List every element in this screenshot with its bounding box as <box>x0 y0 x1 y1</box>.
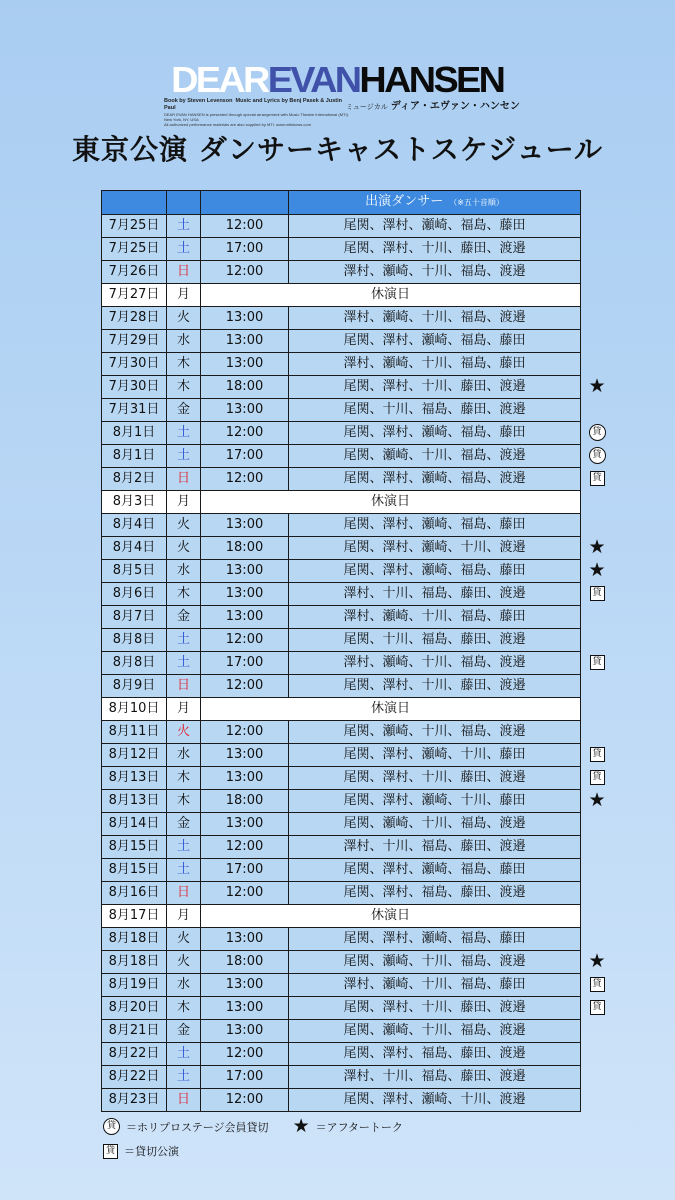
weekday-cell: 木 <box>167 767 201 790</box>
cast-cell: 尾関、澤村、瀬崎、十川、藤田 <box>289 744 581 767</box>
row-mark <box>585 582 609 605</box>
date-cell: 8月11日 <box>102 721 167 744</box>
table-row <box>102 997 581 1020</box>
row-mark <box>585 651 609 674</box>
row-mark <box>585 789 609 812</box>
row-mark <box>585 375 609 398</box>
row-mark <box>585 973 609 996</box>
date-cell: 8月4日 <box>102 537 167 560</box>
time-cell: 13:00 <box>201 744 289 767</box>
cast-cell: 尾関、十川、福島、藤田、渡邉 <box>289 399 581 422</box>
cast-cell: 澤村、瀬崎、十川、福島、藤田 <box>289 353 581 376</box>
weekday-cell: 土 <box>167 652 201 675</box>
header-cast-note: （※五十音順） <box>449 198 504 207</box>
row-mark <box>585 766 609 789</box>
date-cell: 7月30日 <box>102 376 167 399</box>
charter-icon: 貸 <box>590 586 605 601</box>
time-cell: 18:00 <box>201 537 289 560</box>
time-cell: 13:00 <box>201 583 289 606</box>
date-cell: 8月9日 <box>102 675 167 698</box>
charter-icon: 貸 <box>590 770 605 785</box>
cast-cell: 尾関、澤村、瀬崎、十川、藤田 <box>289 790 581 813</box>
table-row <box>102 974 581 997</box>
time-cell: 18:00 <box>201 951 289 974</box>
cast-cell: 尾関、澤村、十川、藤田、渡邉 <box>289 238 581 261</box>
time-cell: 12:00 <box>201 215 289 238</box>
weekday-cell: 金 <box>167 399 201 422</box>
credits-book: Book by Steven Levenson <box>164 98 233 104</box>
table-row <box>102 882 581 905</box>
date-cell: 7月31日 <box>102 399 167 422</box>
cast-cell: 尾関、澤村、瀬崎、福島、藤田 <box>289 330 581 353</box>
time-cell: 12:00 <box>201 675 289 698</box>
header-date-cell <box>102 191 167 215</box>
weekday-cell: 木 <box>167 353 201 376</box>
weekday-cell: 月 <box>167 284 201 307</box>
table-row <box>102 261 581 284</box>
date-cell: 8月13日 <box>102 767 167 790</box>
day-off-cell: 休演日 <box>201 905 581 928</box>
cast-cell: 尾関、瀬崎、十川、福島、渡邉 <box>289 721 581 744</box>
date-cell: 8月17日 <box>102 905 167 928</box>
cast-cell: 澤村、十川、福島、藤田、渡邉 <box>289 1066 581 1089</box>
table-row <box>102 767 581 790</box>
time-cell: 12:00 <box>201 629 289 652</box>
row-mark <box>585 467 609 490</box>
table-row <box>102 537 581 560</box>
date-cell: 8月1日 <box>102 422 167 445</box>
date-cell: 8月22日 <box>102 1043 167 1066</box>
cast-cell: 尾関、瀬崎、十川、福島、渡邉 <box>289 813 581 836</box>
table-row <box>102 721 581 744</box>
cast-cell: 尾関、瀬崎、十川、福島、渡邉 <box>289 1020 581 1043</box>
header-time-cell <box>201 191 289 215</box>
charter-icon: 貸 <box>590 977 605 992</box>
time-cell: 13:00 <box>201 330 289 353</box>
time-cell: 13:00 <box>201 399 289 422</box>
table-row <box>102 928 581 951</box>
credits-fine-2: All authorized performance materials are also supplied by MTI. www.mtishows.com <box>164 122 311 127</box>
table-row <box>102 1089 581 1112</box>
table-row <box>102 468 581 491</box>
weekday-cell: 金 <box>167 813 201 836</box>
after-talk-star-icon: ★ <box>588 559 606 581</box>
weekday-cell: 火 <box>167 514 201 537</box>
weekday-cell: 日 <box>167 1089 201 1112</box>
date-cell: 8月20日 <box>102 997 167 1020</box>
weekday-cell: 木 <box>167 790 201 813</box>
date-cell: 8月1日 <box>102 445 167 468</box>
time-cell: 18:00 <box>201 790 289 813</box>
charter-icon: 貸 <box>590 1000 605 1015</box>
weekday-cell: 火 <box>167 307 201 330</box>
date-cell: 8月16日 <box>102 882 167 905</box>
table-row <box>102 790 581 813</box>
date-cell: 8月19日 <box>102 974 167 997</box>
cast-cell: 澤村、瀬崎、十川、福島、渡邉 <box>289 307 581 330</box>
table-row <box>102 1020 581 1043</box>
table-row <box>102 560 581 583</box>
weekday-cell: 木 <box>167 583 201 606</box>
cast-cell: 尾関、瀬崎、十川、福島、渡邉 <box>289 951 581 974</box>
time-cell: 17:00 <box>201 445 289 468</box>
charter-icon: 貸 <box>103 1144 118 1159</box>
date-cell: 8月5日 <box>102 560 167 583</box>
show-credits <box>164 98 354 127</box>
weekday-cell: 水 <box>167 330 201 353</box>
date-cell: 8月18日 <box>102 928 167 951</box>
header-cast-cell <box>289 191 581 215</box>
weekday-cell: 土 <box>167 629 201 652</box>
table-row <box>102 307 581 330</box>
legend-row-2 <box>103 1143 179 1159</box>
table-row <box>102 1066 581 1089</box>
table-row <box>102 445 581 468</box>
cast-cell: 澤村、瀬崎、十川、福島、藤田 <box>289 974 581 997</box>
date-cell: 7月25日 <box>102 215 167 238</box>
time-cell: 13:00 <box>201 974 289 997</box>
time-cell: 13:00 <box>201 560 289 583</box>
schedule-table <box>101 190 581 1112</box>
subtitle-main: ディア・エヴァン・ハンセン <box>390 101 520 112</box>
day-off-cell: 休演日 <box>201 491 581 514</box>
cast-cell: 尾関、澤村、瀬崎、福島、藤田 <box>289 859 581 882</box>
cast-cell: 澤村、瀬崎、十川、福島、渡邉 <box>289 652 581 675</box>
legend-charter: ＝貸切公演 <box>124 1145 179 1158</box>
show-subtitle <box>346 97 520 112</box>
table-row <box>102 606 581 629</box>
date-cell: 8月18日 <box>102 951 167 974</box>
date-cell: 8月21日 <box>102 1020 167 1043</box>
row-mark <box>585 421 609 444</box>
table-row <box>102 652 581 675</box>
time-cell: 18:00 <box>201 376 289 399</box>
date-cell: 7月26日 <box>102 261 167 284</box>
after-talk-star-icon: ★ <box>588 950 606 972</box>
date-cell: 7月30日 <box>102 353 167 376</box>
after-talk-star-icon: ★ <box>588 375 606 397</box>
time-cell: 12:00 <box>201 422 289 445</box>
header-cast-label: 出演ダンサー <box>365 194 444 209</box>
date-cell: 8月13日 <box>102 790 167 813</box>
date-cell: 8月12日 <box>102 744 167 767</box>
cast-cell: 尾関、澤村、十川、藤田、渡邉 <box>289 376 581 399</box>
cast-cell: 尾関、澤村、瀬崎、福島、藤田 <box>289 928 581 951</box>
weekday-cell: 日 <box>167 675 201 698</box>
table-row <box>102 353 581 376</box>
time-cell: 12:00 <box>201 721 289 744</box>
time-cell: 17:00 <box>201 238 289 261</box>
weekday-cell: 月 <box>167 698 201 721</box>
credits-fine-1: DEAR EVAN HANSEN is presented through special arrangement with Music Theatre International (MTI). New York, NY, USA <box>164 112 350 122</box>
table-row <box>102 238 581 261</box>
time-cell: 12:00 <box>201 261 289 284</box>
date-cell: 8月15日 <box>102 859 167 882</box>
date-cell: 8月3日 <box>102 491 167 514</box>
cast-cell: 澤村、十川、福島、藤田、渡邉 <box>289 583 581 606</box>
cast-cell: 尾関、澤村、瀬崎、福島、渡邉 <box>289 468 581 491</box>
weekday-cell: 木 <box>167 376 201 399</box>
date-cell: 7月28日 <box>102 307 167 330</box>
weekday-cell: 金 <box>167 606 201 629</box>
cast-cell: 尾関、澤村、瀬崎、福島、藤田 <box>289 422 581 445</box>
cast-cell: 尾関、澤村、十川、藤田、渡邉 <box>289 997 581 1020</box>
date-cell: 8月4日 <box>102 514 167 537</box>
table-row <box>102 514 581 537</box>
weekday-cell: 日 <box>167 882 201 905</box>
table-row <box>102 859 581 882</box>
weekday-cell: 土 <box>167 215 201 238</box>
cast-cell: 澤村、瀬崎、十川、福島、渡邉 <box>289 261 581 284</box>
date-cell: 8月7日 <box>102 606 167 629</box>
table-row <box>102 330 581 353</box>
weekday-cell: 土 <box>167 1066 201 1089</box>
cast-cell: 尾関、澤村、福島、藤田、渡邉 <box>289 882 581 905</box>
table-row <box>102 583 581 606</box>
logo-word-dear: DEAR <box>171 59 269 100</box>
table-row <box>102 284 581 307</box>
time-cell: 13:00 <box>201 767 289 790</box>
legend-member-charter: ＝ホリプロステージ会員貸切 <box>126 1120 269 1134</box>
table-row <box>102 629 581 652</box>
date-cell: 8月2日 <box>102 468 167 491</box>
row-mark <box>585 444 609 467</box>
time-cell: 17:00 <box>201 652 289 675</box>
after-talk-star-icon: ★ <box>292 1115 310 1137</box>
member-charter-icon: 貸 <box>103 1118 120 1135</box>
subtitle-small: ミュージカル <box>346 103 388 111</box>
table-row <box>102 813 581 836</box>
date-cell: 8月10日 <box>102 698 167 721</box>
weekday-cell: 火 <box>167 721 201 744</box>
date-cell: 8月14日 <box>102 813 167 836</box>
date-cell: 8月15日 <box>102 836 167 859</box>
time-cell: 12:00 <box>201 1043 289 1066</box>
table-row <box>102 399 581 422</box>
cast-cell: 尾関、澤村、瀬崎、福島、藤田 <box>289 215 581 238</box>
weekday-cell: 土 <box>167 445 201 468</box>
charter-icon: 貸 <box>590 471 605 486</box>
after-talk-star-icon: ★ <box>588 536 606 558</box>
date-cell: 8月23日 <box>102 1089 167 1112</box>
time-cell: 17:00 <box>201 859 289 882</box>
weekday-cell: 土 <box>167 238 201 261</box>
weekday-cell: 日 <box>167 468 201 491</box>
weekday-cell: 火 <box>167 951 201 974</box>
weekday-cell: 土 <box>167 836 201 859</box>
time-cell: 13:00 <box>201 307 289 330</box>
table-row <box>102 698 581 721</box>
time-cell: 12:00 <box>201 882 289 905</box>
weekday-cell: 水 <box>167 974 201 997</box>
day-off-cell: 休演日 <box>201 698 581 721</box>
day-off-cell: 休演日 <box>201 284 581 307</box>
time-cell: 13:00 <box>201 1020 289 1043</box>
cast-cell: 尾関、澤村、瀬崎、福島、藤田 <box>289 514 581 537</box>
credits-music: Music and Lyrics by Benj Pasek & Justin Paul <box>164 98 343 111</box>
table-row <box>102 215 581 238</box>
time-cell: 17:00 <box>201 1066 289 1089</box>
table-row <box>102 491 581 514</box>
charter-icon: 貸 <box>590 655 605 670</box>
time-cell: 13:00 <box>201 514 289 537</box>
cast-cell: 尾関、十川、福島、藤田、渡邉 <box>289 629 581 652</box>
table-header-row <box>102 191 581 215</box>
cast-cell: 尾関、澤村、瀬崎、十川、渡邉 <box>289 1089 581 1112</box>
row-mark <box>585 536 609 559</box>
weekday-cell: 月 <box>167 905 201 928</box>
weekday-cell: 日 <box>167 261 201 284</box>
table-row <box>102 836 581 859</box>
weekday-cell: 月 <box>167 491 201 514</box>
weekday-cell: 木 <box>167 997 201 1020</box>
time-cell: 13:00 <box>201 606 289 629</box>
cast-cell: 澤村、瀬崎、十川、福島、藤田 <box>289 606 581 629</box>
weekday-cell: 土 <box>167 859 201 882</box>
time-cell: 12:00 <box>201 1089 289 1112</box>
time-cell: 12:00 <box>201 468 289 491</box>
time-cell: 13:00 <box>201 928 289 951</box>
table-row <box>102 951 581 974</box>
weekday-cell: 金 <box>167 1020 201 1043</box>
table-row <box>102 1043 581 1066</box>
weekday-cell: 火 <box>167 537 201 560</box>
member-charter-icon: 貸 <box>589 424 606 441</box>
time-cell: 13:00 <box>201 353 289 376</box>
legend-after-talk: ＝アフタートーク <box>315 1120 403 1134</box>
time-cell: 13:00 <box>201 813 289 836</box>
date-cell: 7月29日 <box>102 330 167 353</box>
date-cell: 8月8日 <box>102 629 167 652</box>
page-title: 東京公演 ダンサーキャストスケジュール <box>71 133 604 166</box>
logo-word-evan: EVAN <box>268 59 360 100</box>
table-row <box>102 905 581 928</box>
weekday-cell: 水 <box>167 560 201 583</box>
cast-cell: 尾関、澤村、十川、藤田、渡邉 <box>289 767 581 790</box>
cast-cell: 澤村、十川、福島、藤田、渡邉 <box>289 836 581 859</box>
legend-row-1 <box>103 1117 403 1136</box>
charter-icon: 貸 <box>590 747 605 762</box>
header-day-cell <box>167 191 201 215</box>
cast-cell: 尾関、澤村、瀬崎、福島、藤田 <box>289 560 581 583</box>
table-row <box>102 376 581 399</box>
weekday-cell: 水 <box>167 744 201 767</box>
date-cell: 8月8日 <box>102 652 167 675</box>
date-cell: 8月22日 <box>102 1066 167 1089</box>
after-talk-star-icon: ★ <box>588 789 606 811</box>
show-logo <box>0 59 675 100</box>
weekday-cell: 火 <box>167 928 201 951</box>
member-charter-icon: 貸 <box>589 447 606 464</box>
weekday-cell: 土 <box>167 1043 201 1066</box>
weekday-cell: 土 <box>167 422 201 445</box>
cast-cell: 尾関、瀬崎、十川、福島、渡邉 <box>289 445 581 468</box>
table-row <box>102 422 581 445</box>
row-mark <box>585 743 609 766</box>
table-row <box>102 675 581 698</box>
row-mark <box>585 559 609 582</box>
time-cell: 12:00 <box>201 836 289 859</box>
table-row <box>102 744 581 767</box>
logo-word-hansen: HANSEN <box>359 59 504 100</box>
cast-cell: 尾関、澤村、瀬崎、十川、渡邉 <box>289 537 581 560</box>
date-cell: 8月6日 <box>102 583 167 606</box>
time-cell: 13:00 <box>201 997 289 1020</box>
row-mark <box>585 950 609 973</box>
date-cell: 7月27日 <box>102 284 167 307</box>
row-mark <box>585 996 609 1019</box>
cast-cell: 尾関、澤村、十川、藤田、渡邉 <box>289 675 581 698</box>
date-cell: 7月25日 <box>102 238 167 261</box>
cast-cell: 尾関、澤村、福島、藤田、渡邉 <box>289 1043 581 1066</box>
